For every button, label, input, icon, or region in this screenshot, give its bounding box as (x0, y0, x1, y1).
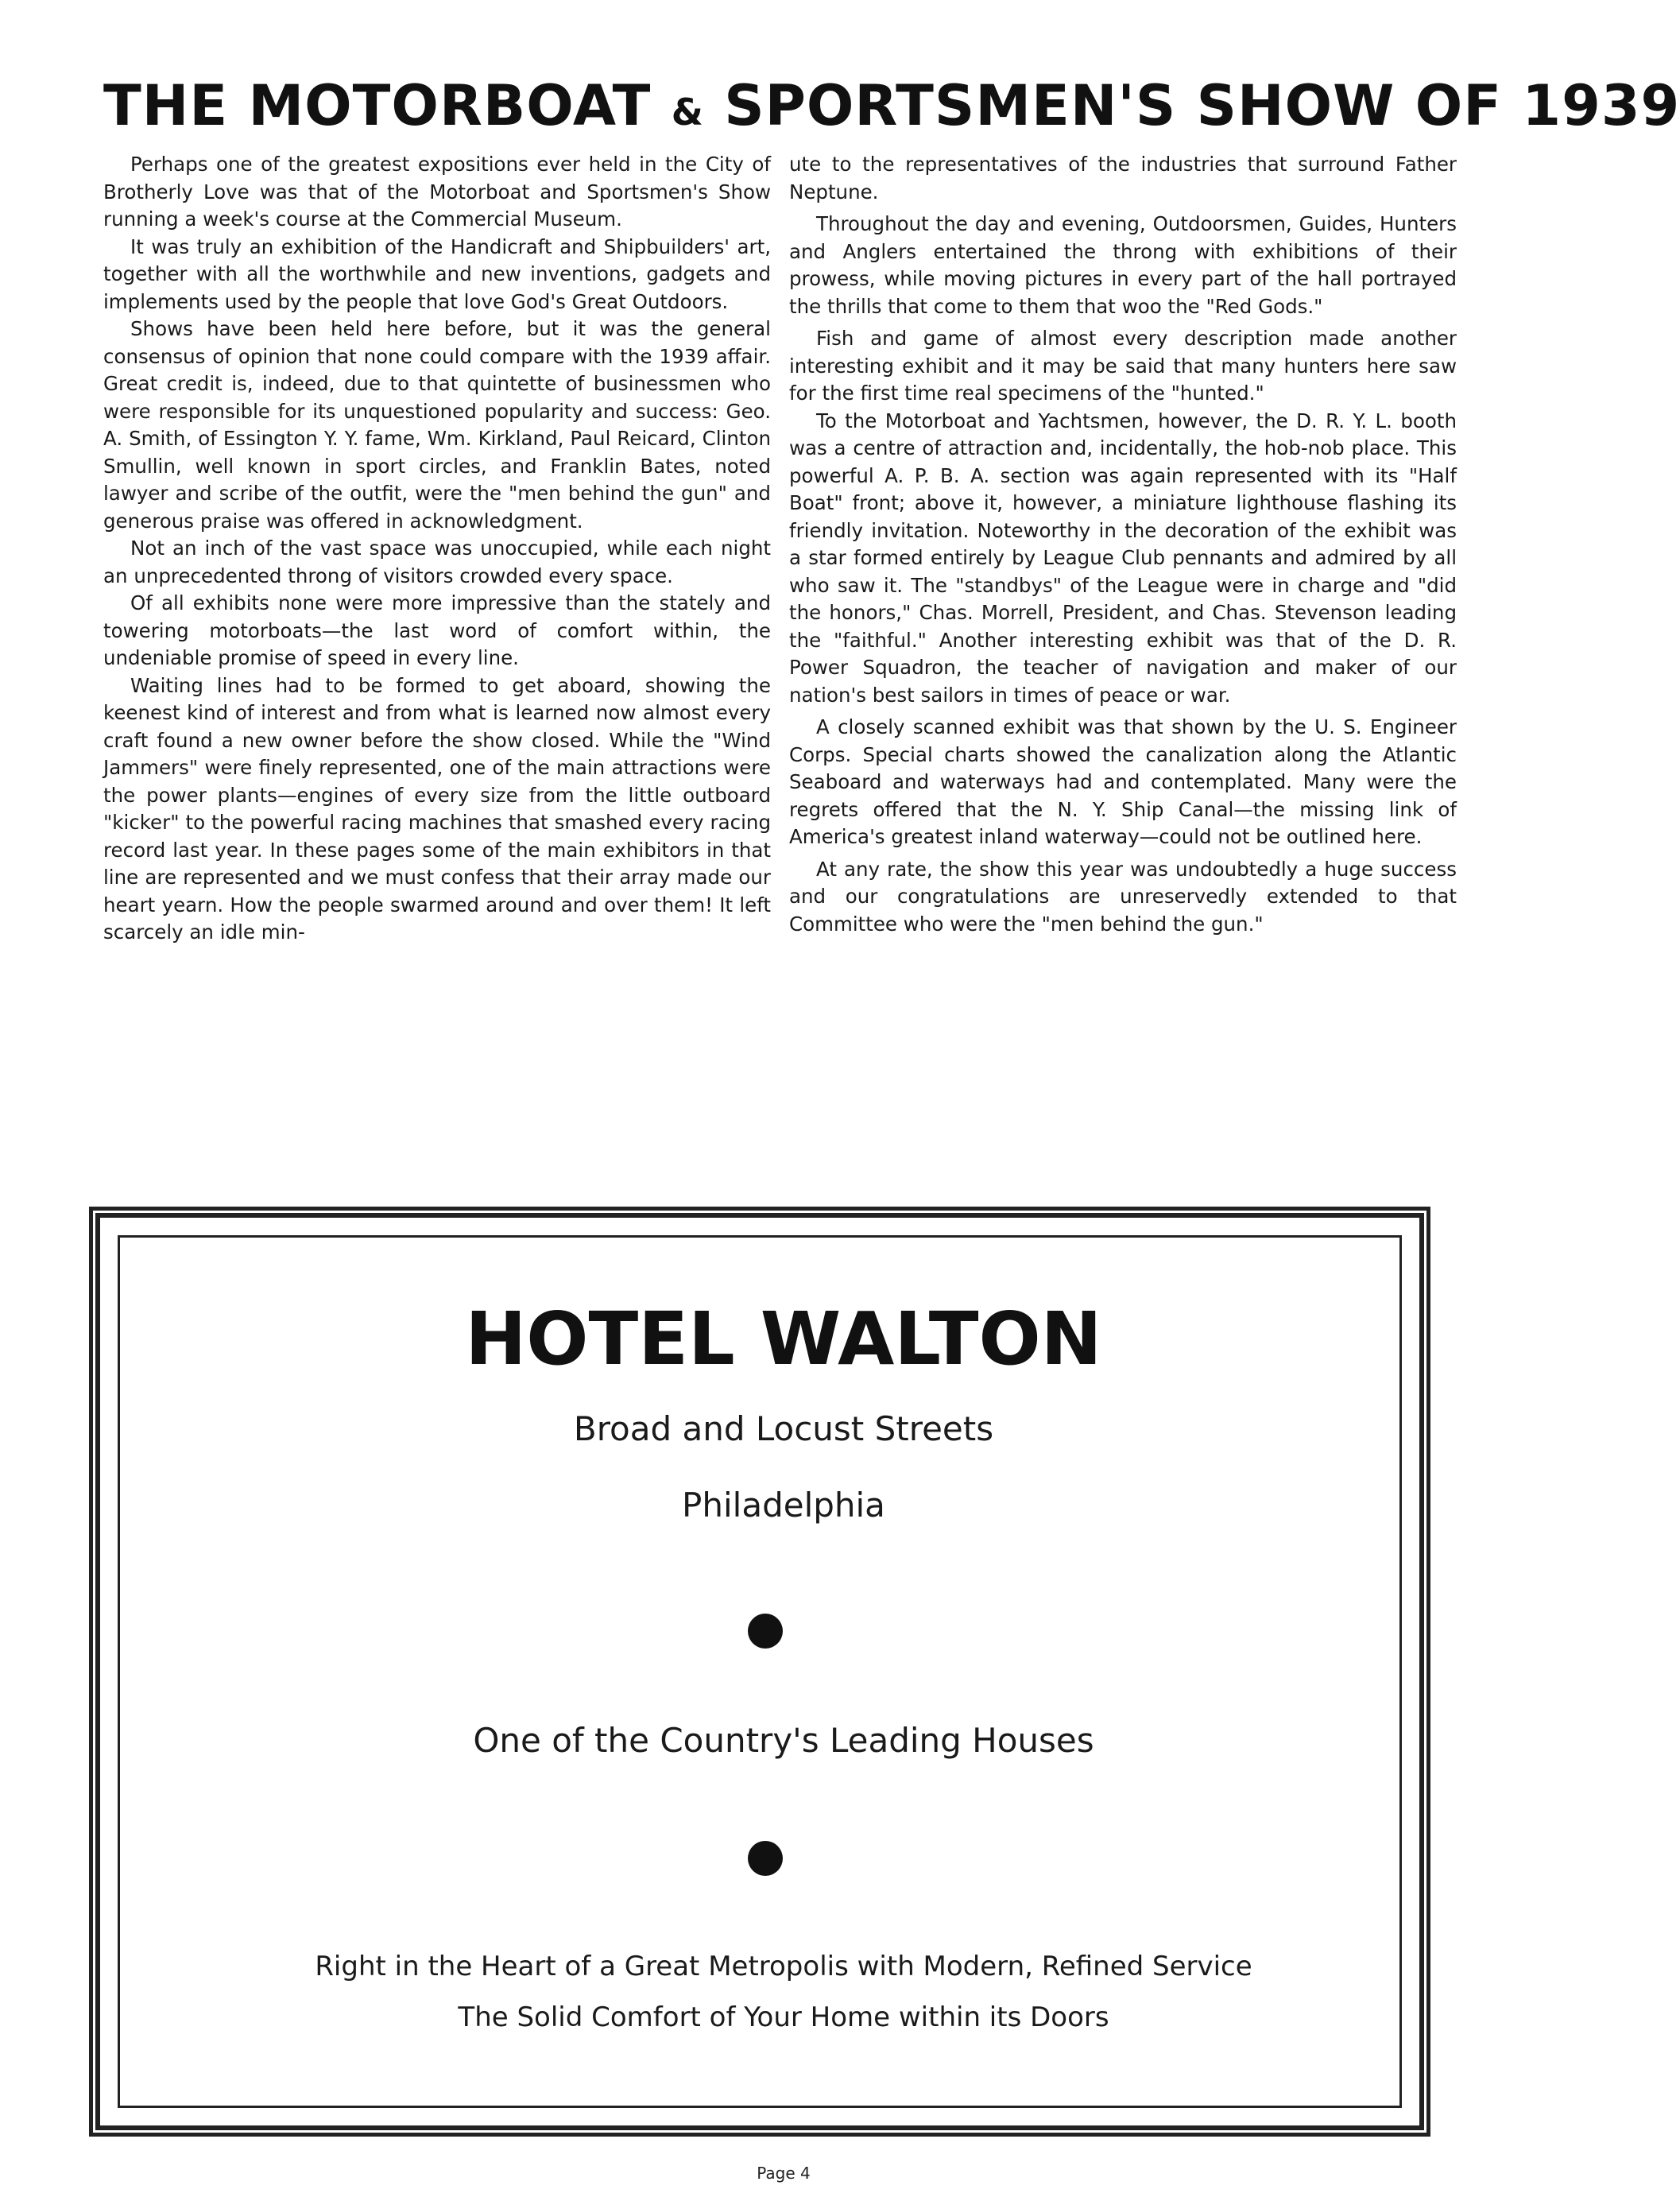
hotel-name: HOTEL WALTON (465, 1296, 1102, 1381)
hotel-comfort-line: The Solid Comfort of Your Home within its Doors (458, 2001, 1109, 2033)
article-paragraph: A closely scanned exhibit was that shown by the U. S. Engineer Corps. Special charts showed the canalization along the Atlantic Seaboard and waterways had and contemplated. Many were the regrets offered that the N. Y. Ship Canal—the missing link of America's greatest inland waterway—could not be outlined here. (789, 715, 1457, 848)
article-paragraph: Waiting lines had to be formed to get aboard, showing the keenest kind of interest and from what is learned now almost every craft found a new owner before the show closed. While the "Wind Jammers" were finely represented, one of the main attractions were the power plants—engines of every size from the little outboard "kicker" to the powerful racing machines that smashed every racing record last year. In these pages some of the main exhibitors in that line are represented and we must confess that their array made our heart yearn. How the people swarmed around and over them! It left scarcely an idle min- (103, 673, 771, 944)
headline-ampersand: & (671, 91, 704, 134)
article-paragraph: To the Motorboat and Yachtsmen, however, the D. R. Y. L. booth was a centre of attraction and, incidentally, the hob-nob place. This powerful A. P. B. A. section was again represented with its "Half Boat" front; above it, however, a miniature lighthouse flashing its friendly invitation. Noteworthy in the decoration of the exhibit was a star formed entirely by League Club pennants and admired by all who saw it. The "standbys" of the League were in charge and "did the honors," Chas. Morrell, President, and Chas. Stevenson leading the "faithful." Another interesting exhibit was that of the D. R. Power Squadron, the teacher of navigation and maker of our nation's best sailors in times of peace or war. (789, 409, 1457, 707)
hotel-tagline: One of the Country's Leading Houses (473, 1721, 1094, 1760)
article-paragraph: It was truly an exhibition of the Handicraft and Shipbuilders' art, together with all the worthwhile and new inventions, gadgets and implements used by the people that love God's Great Outdoors. (103, 234, 771, 313)
article-left-column (103, 151, 771, 947)
article-paragraph: Of all exhibits none were more impressive than the stately and towering motorboats—the last word of comfort within, the undeniable promise of speed in every line. (103, 591, 771, 669)
hotel-address: Broad and Locust Streets (573, 1409, 994, 1448)
article-paragraph: Not an inch of the vast space was unoccupied, while each night an unprecedented throng of visitors crowded every space. (103, 537, 771, 587)
article-headline (103, 70, 1680, 148)
article-paragraph-continued: ute to the representatives of the industries that surround Father Neptune. (789, 153, 1457, 203)
article-right-column (789, 151, 1457, 938)
article-paragraph: Shows have been held here before, but it was the general consensus of opinion that none could compare with the 1939 affair. Great credit is, indeed, due to that quintette of businessmen who were responsible for its unquestioned popularity and success: Geo. A. Smith, of Essington Y. Y. fame, Wm. Kirkland, Paul Reicard, Clinton Smullin, well known in sport circles, and Franklin Bates, noted lawyer and scribe of the outfit, were the "men behind the gun" and generous praise was offered in acknowledgment. (103, 317, 771, 533)
article-paragraph: Throughout the day and evening, Outdoorsmen, Guides, Hunters and Anglers entertained the throng with exhibitions of their prowess, while moving pictures in every part of the hall portrayed the thrills that come to them that woo the "Red Gods." (789, 212, 1457, 318)
headline-part-2: SPORTSMEN'S SHOW OF 1939 (724, 73, 1680, 138)
headline-part-1: THE MOTORBOAT (103, 73, 652, 138)
article-paragraph: Perhaps one of the greatest expositions ever held in the City of Brotherly Love was that of the Motorboat and Sportsmen's Show running a week's course at the Commercial Museum. (103, 153, 771, 231)
hotel-city: Philadelphia (682, 1486, 885, 1525)
hotel-service-line: Right in the Heart of a Great Metropolis with Modern, Refined Service (315, 1951, 1252, 1982)
article-paragraph: Fish and game of almost every description made another interesting exhibit and it may be said that many hunters here saw for the first time real specimens of the "hunted." (789, 327, 1457, 405)
article-paragraph: At any rate, the show this year was undoubtedly a huge success and our congratulations are unreservedly extended to that Committee who were the "men behind the gun." (789, 857, 1457, 936)
bullet-dot-icon (748, 1841, 783, 1876)
page-number: Page 4 (757, 2164, 811, 2183)
bullet-dot-icon (748, 1614, 783, 1649)
